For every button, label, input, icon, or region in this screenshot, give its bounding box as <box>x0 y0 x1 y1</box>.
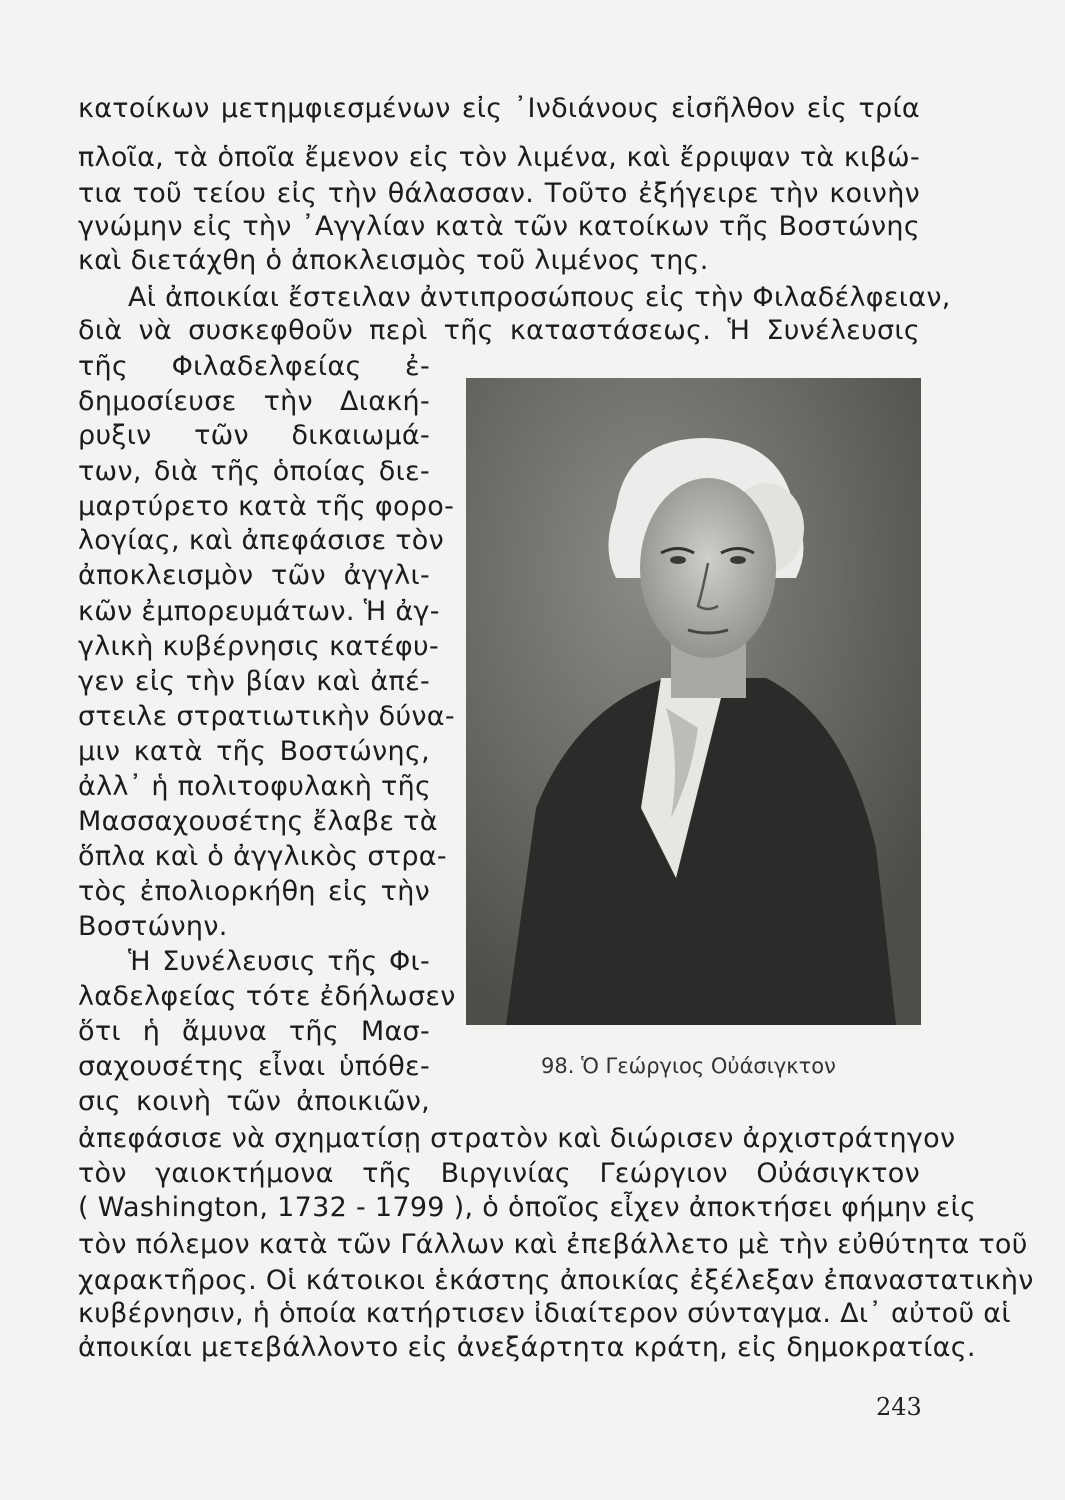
text-line: στειλε στρατιωτικὴν δύνα- <box>78 701 455 732</box>
text-line: Μασσαχουσέτης ἔλαβε τὰ <box>78 806 438 837</box>
text-line: τια τοῦ τείου εἰς τὴν θάλασσαν. Τοῦτο ἐξήγειρε τὴν κοινὴν <box>78 178 920 209</box>
page-number: 243 <box>876 1393 922 1421</box>
text-line: τὸν γαιοκτήμονα τῆς Βιργινίας Γεώργιον Οὐάσιγκτον <box>78 1158 920 1189</box>
figure-caption: 98. Ὁ Γεώργιος Οὐάσιγκτον <box>541 1054 836 1078</box>
text-line: μαρτύρετο κατὰ τῆς φορο- <box>78 491 455 522</box>
text-line: ἀποικίαι μετεβάλλοντο εἰς ἀνεξάρτητα κράτη, εἰς δημοκρατίας. <box>78 1332 976 1363</box>
text-line: ἀλλ᾿ ἡ πολιτοφυλακὴ τῆς <box>78 771 432 802</box>
text-line: Αἱ ἀποικίαι ἔστειλαν ἀντιπροσώπους εἰς τὴν Φιλαδέλφειαν, <box>128 282 951 313</box>
text-line: Ἡ Συνέλευσις τῆς Φι- <box>128 946 430 977</box>
text-line: ἀποκλεισμὸν τῶν ἀγγλι- <box>78 560 430 591</box>
text-line: των, διὰ τῆς ὁποίας διε- <box>78 456 430 487</box>
text-line: Βοστώνην. <box>78 911 228 942</box>
text-line: ἀπεφάσισε νὰ σχηματίσῃ στρατὸν καὶ διώρισεν ἀρχιστράτηγον <box>78 1123 956 1154</box>
text-line: καὶ διετάχθη ὁ ἀποκλεισμὸς τοῦ λιμένος της. <box>78 245 709 276</box>
text-line: διὰ νὰ συσκεφθοῦν περὶ τῆς καταστάσεως. Ἡ Συνέλευσις <box>78 315 920 346</box>
text-line: ( Washington, 1732 - 1799 ), ὁ ὁποῖος εἶχεν ἀποκτήσει φήμην εἰς <box>78 1192 977 1223</box>
text-line: λογίας, καὶ ἀπεφάσισε τὸν <box>78 525 445 556</box>
text-line: γνώμην εἰς τὴν ᾿Αγγλίαν κατὰ τῶν κατοίκων τῆς Βοστώνης <box>78 211 920 242</box>
portrait-figure <box>466 378 921 1025</box>
text-line: κῶν ἐμπορευμάτων. Ἡ ἀγ- <box>78 596 440 627</box>
text-line: λαδελφείας τότε ἐδήλωσεν <box>78 981 456 1012</box>
text-line: κυβέρνησιν, ἡ ὁποία κατήρτισεν ἰδιαίτερον σύνταγμα. Δι᾿ αὐτοῦ αἱ <box>78 1298 1011 1329</box>
text-line: γεν εἰς τὴν βίαν καὶ ἀπέ- <box>78 666 430 697</box>
text-line: τὸν πόλεμον κατὰ τῶν Γάλλων καὶ ἐπεβάλλετο μὲ τὴν εὐθύτητα τοῦ <box>78 1229 1028 1260</box>
text-line: τῆς Φιλαδελφείας ἐ- <box>78 351 430 382</box>
text-line: κατοίκων μετημφιεσμένων εἰς ᾿Ινδιάνους εἰσῆλθον εἰς τρία <box>78 93 920 124</box>
text-line: ὅτι ἡ ἄμυνα τῆς Μασ- <box>78 1016 430 1047</box>
washington-portrait <box>466 378 921 1025</box>
text-line: ρυξιν τῶν δικαιωμά- <box>78 420 430 451</box>
text-line: δημοσίευσε τὴν Διακή- <box>78 386 430 417</box>
text-line: σις κοινὴ τῶν ἀποικιῶν, <box>78 1086 430 1117</box>
text-line: γλικὴ κυβέρνησις κατέφυ- <box>78 631 440 662</box>
text-line: πλοῖα, τὰ ὁποῖα ἔμενον εἰς τὸν λιμένα, καὶ ἔρριψαν τὰ κιβώ- <box>78 142 920 173</box>
text-line: ὅπλα καὶ ὁ ἀγγλικὸς στρα- <box>78 841 447 872</box>
text-line: χαρακτῆρος. Οἱ κάτοικοι ἑκάστης ἀποικίας ἐξέλεξαν ἐπαναστατικὴν <box>78 1265 1034 1296</box>
text-line: τὸς ἐπολιορκήθη εἰς τὴν <box>78 876 430 907</box>
text-line: μιν κατὰ τῆς Βοστώνης, <box>78 736 430 767</box>
text-line: σαχουσέτης εἶναι ὑπόθε- <box>78 1051 430 1082</box>
